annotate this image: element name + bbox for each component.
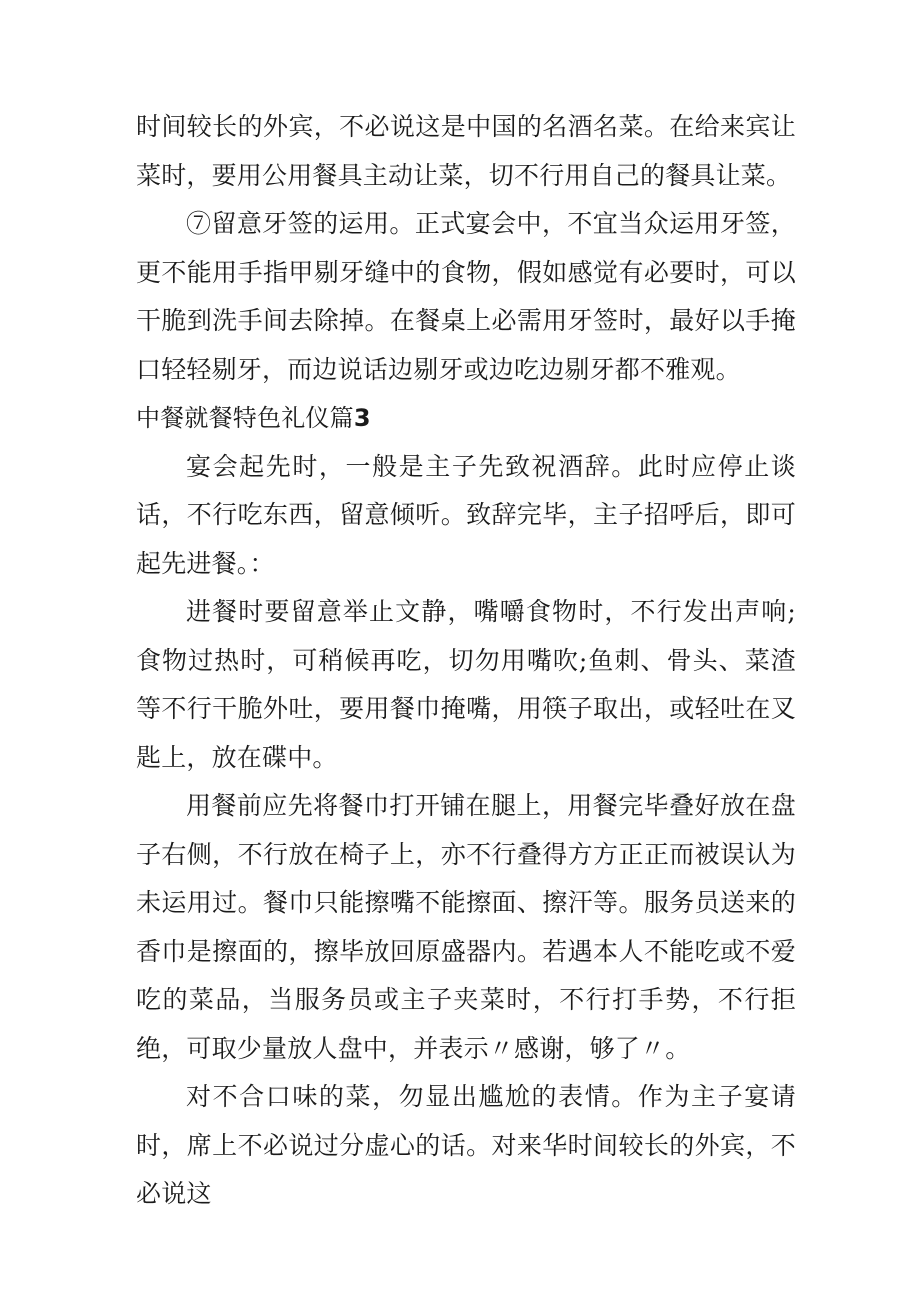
section-heading-text: 中餐就餐特色礼仪篇 xyxy=(136,404,354,432)
paragraph-taste: 对不合口味的菜，勿显出尴尬的表情。作为主子宴请时，席上不必说过分虚心的话。对来华时间较长的外宾，不必说这 xyxy=(136,1082,796,1208)
paragraph-eating-manners: 进餐时要留意举止文静，嘴嚼食物时，不行发出声响;食物过热时，可稍候再吃，切勿用嘴吹;鱼刺、骨头、菜渣等不行干脆外吐，要用餐巾掩嘴，用筷子取出，或轻吐在叉匙上，放在碟中。 xyxy=(136,597,796,772)
paragraph-toothpick: ⑦留意牙签的运用。正式宴会中，不宜当众运用牙签，更不能用手指甲剔牙缝中的食物，假如感觉有必要时，可以干脆到洗手间去除掉。在餐桌上必需用牙签时，最好以手掩口轻轻剔牙，而边说话边剔牙或边吃边剔牙都不雅观。 xyxy=(136,209,796,384)
document-body xyxy=(136,103,796,1219)
paragraph-napkin: 用餐前应先将餐巾打开铺在腿上，用餐完毕叠好放在盘子右侧，不行放在椅子上，亦不行叠得方方正正而被误认为未运用过。餐巾只能擦嘴不能擦面、擦汗等。服务员送来的香巾是擦面的，擦毕放回原盛器内。若遇本人不能吃或不爱吃的菜品，当服务员或主子夹菜时，不行打手势，不行拒绝，可取少量放人盘中，并表示〃感谢，够了〃。 xyxy=(136,791,796,1063)
paragraph-continuation: 时间较长的外宾，不必说这是中国的名酒名菜。在给来宾让菜时，要用公用餐具主动让菜，切不行用自己的餐具让菜。 xyxy=(136,112,796,190)
section-heading xyxy=(136,394,796,443)
paragraph-toast: 宴会起先时，一般是主子先致祝酒辞。此时应停止谈话，不行吃东西，留意倾听。致辞完毕，主子招呼后，即可起先进餐。： xyxy=(136,451,796,578)
section-heading-number: 3 xyxy=(353,404,371,432)
